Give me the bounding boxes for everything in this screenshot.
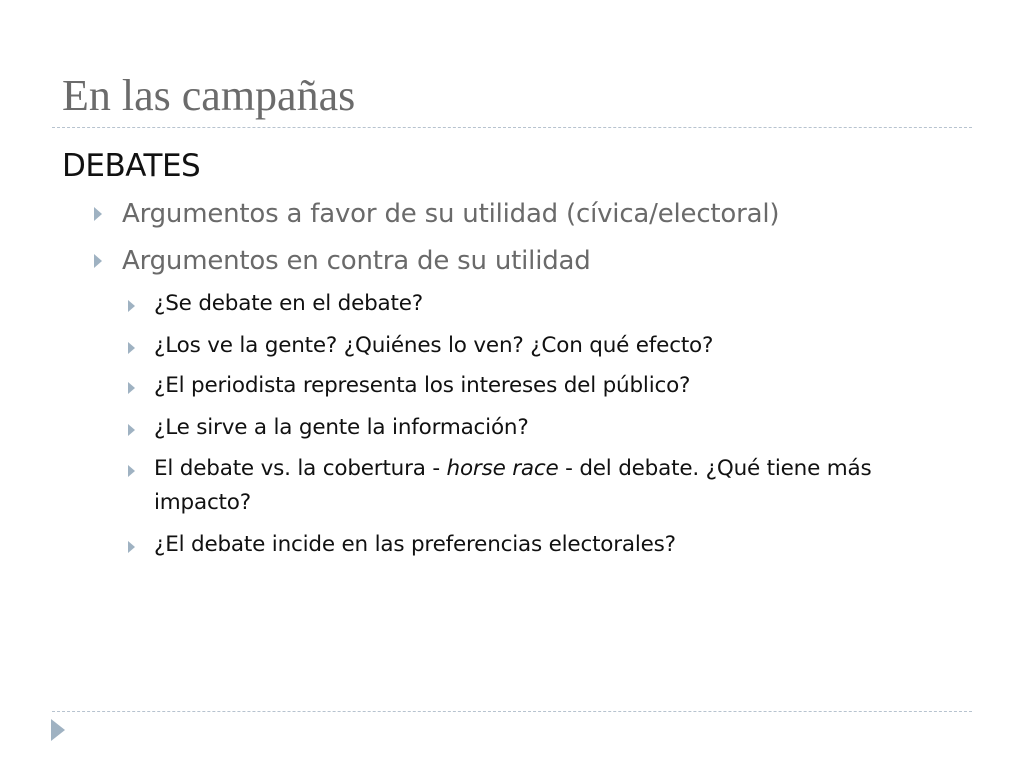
bullet-level2 bbox=[128, 287, 918, 321]
italic-term: horse race bbox=[446, 456, 559, 481]
bullet-arrow-icon bbox=[128, 382, 135, 394]
bullet-level2-text: ¿Se debate en el debate? bbox=[154, 291, 423, 316]
bullet-level2 bbox=[128, 369, 918, 403]
bullet-level2-text: ¿Los ve la gente? ¿Quiénes lo ven? ¿Con qué efecto? bbox=[154, 333, 714, 358]
bullet-level2 bbox=[128, 452, 918, 520]
title-divider bbox=[52, 127, 972, 128]
text-segment: El debate vs. la cobertura - bbox=[154, 456, 447, 481]
slide-title: En las campañas bbox=[62, 71, 356, 120]
bullet-arrow-icon bbox=[128, 424, 135, 436]
footer-divider bbox=[52, 711, 972, 712]
bullet-level1-text: Argumentos a favor de su utilidad (cívica/electoral) bbox=[122, 199, 780, 229]
bullet-level2 bbox=[128, 411, 918, 445]
next-slide-arrow-icon[interactable] bbox=[51, 719, 65, 741]
bullet-level2-text: ¿El periodista representa los intereses del público? bbox=[154, 373, 691, 398]
bullet-level2 bbox=[128, 528, 918, 562]
section-heading: DEBATES bbox=[62, 148, 201, 184]
bullet-arrow-icon bbox=[94, 254, 102, 268]
bullet-level2-text: ¿Le sirve a la gente la información? bbox=[154, 415, 529, 440]
bullet-arrow-icon bbox=[128, 541, 135, 553]
bullet-level2-text: ¿El debate incide en las preferencias electorales? bbox=[154, 532, 676, 557]
bullet-level1-text: Argumentos en contra de su utilidad bbox=[122, 246, 591, 276]
bullet-arrow-icon bbox=[128, 342, 135, 354]
bullet-arrow-icon bbox=[94, 207, 102, 221]
bullet-level2-text bbox=[154, 452, 918, 520]
bullet-arrow-icon bbox=[128, 300, 135, 312]
text-segment: - del debate. ¿Qué tiene más impacto? bbox=[154, 456, 872, 515]
bullet-arrow-icon bbox=[128, 465, 135, 477]
bullet-level2 bbox=[128, 329, 918, 363]
